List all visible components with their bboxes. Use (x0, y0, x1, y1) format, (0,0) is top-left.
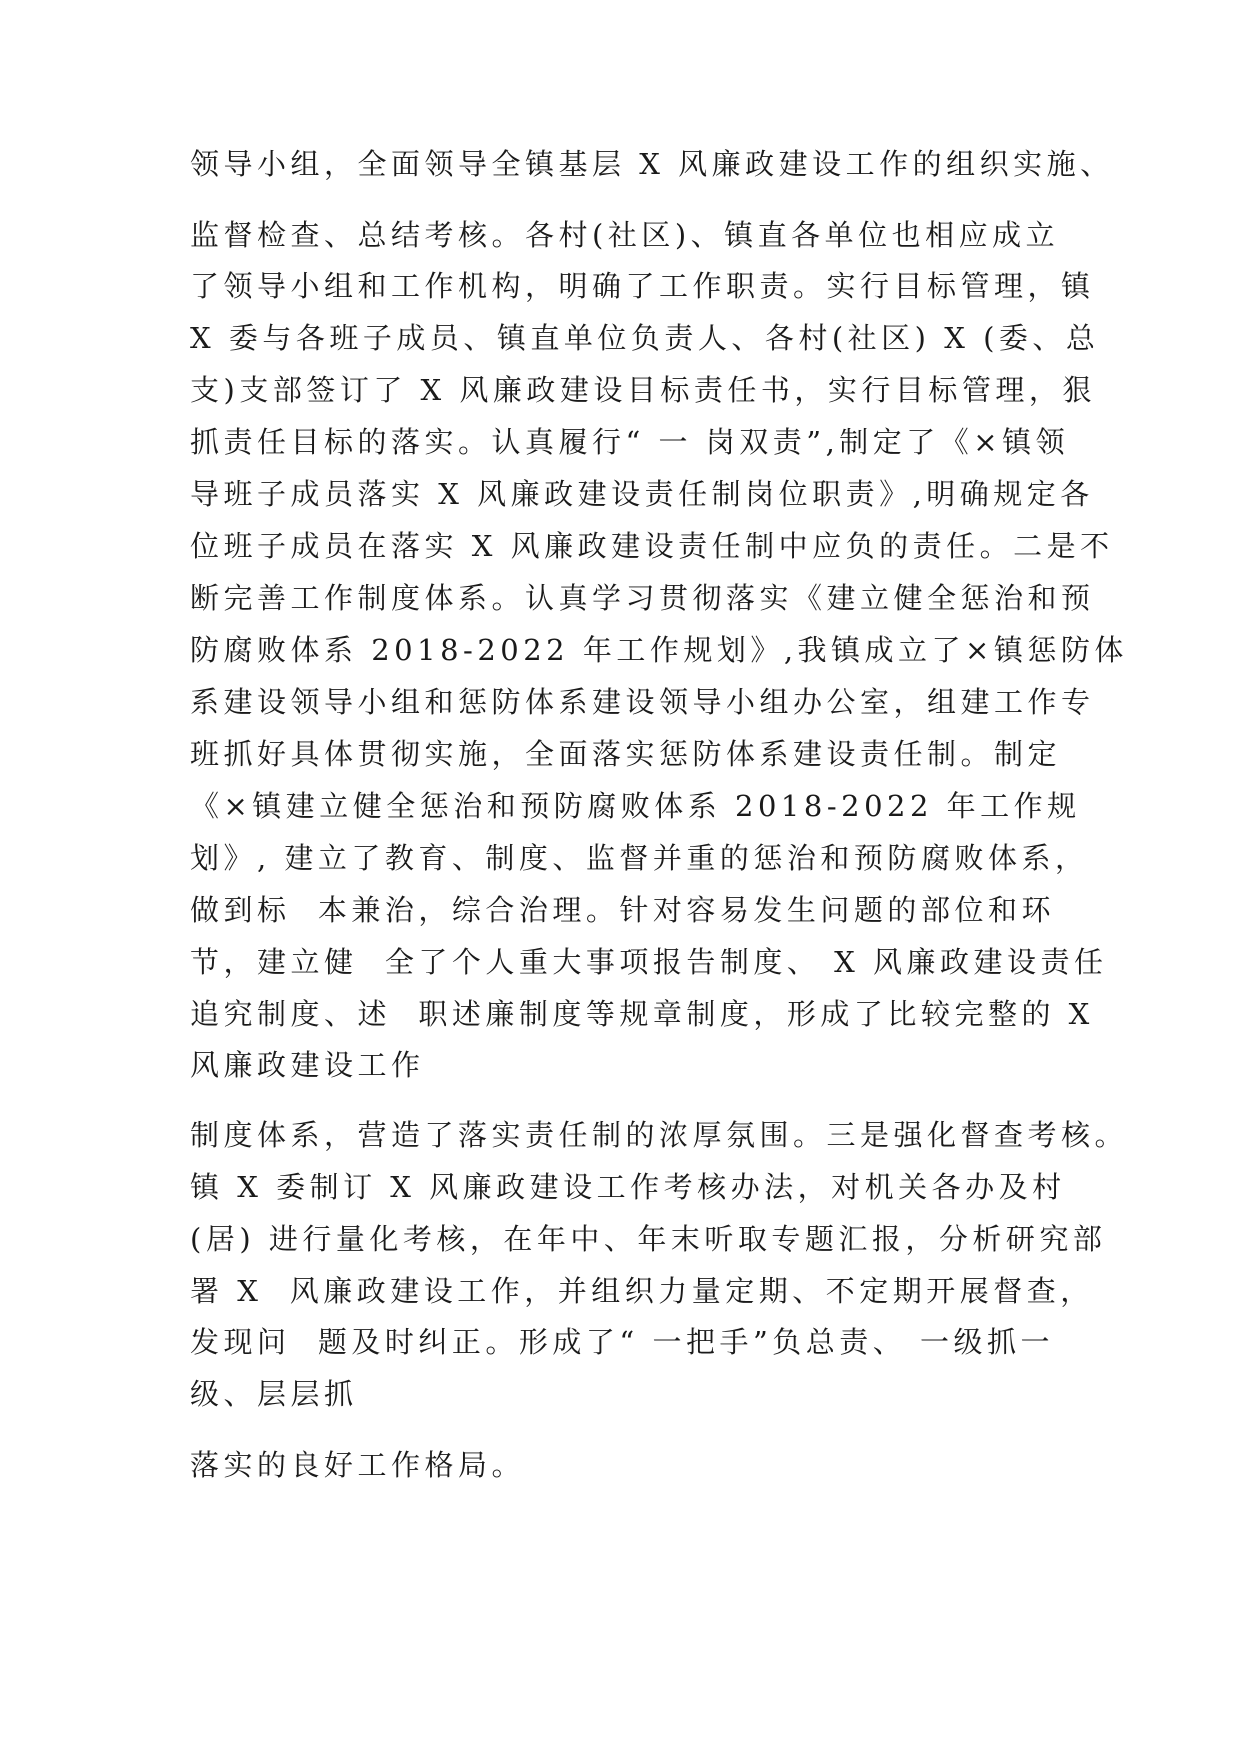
text-line: 导班子成员落实 X 风廉政建设责任制岗位职责》,明确规定各 (190, 477, 1094, 511)
text-line: 监督检查、总结考核。各村(社区)、镇直各单位也相应成立 (190, 218, 1060, 252)
text-line: 抓责任目标的落实。认真履行“ 一 岗双责”,制定了《×镇领 (190, 425, 1070, 459)
text-line: 防腐败体系 2018-2022 年工作规划》,我镇成立了×镇惩防体 (190, 633, 1128, 667)
text-line: 班抓好具体贯彻实施，全面落实惩防体系建设责任制。制定 (190, 737, 1062, 771)
text-line: X 委与各班子成员、镇直单位负责人、各村(社区) X (委、总 (190, 321, 1100, 355)
text-line: 《×镇建立健全惩治和预防腐败体系 2018-2022 年工作规 (190, 789, 1081, 823)
text-line: 领导小组，全面领导全镇基层 X 风廉政建设工作的组织实施、 (190, 147, 1114, 181)
text-line: 节，建立健 全了个人重大事项报告制度、 X 风廉政建设责任 (190, 945, 1108, 979)
text-line: 发现问 题及时纠正。形成了“ 一把手”负总责、 一级抓一 (190, 1325, 1055, 1359)
text-line: 系建设领导小组和惩防体系建设领导小组办公室，组建工作专 (190, 685, 1095, 719)
text-line: 署 X 风廉政建设工作，并组织力量定期、不定期开展督查， (190, 1274, 1094, 1308)
text-line: 断完善工作制度体系。认真学习贯彻落实《建立健全惩治和预 (190, 581, 1095, 615)
text-line: 风廉政建设工作 (190, 1048, 425, 1082)
text-line: 支)支部签订了 X 风廉政建设目标责任书，实行目标管理，狠 (190, 373, 1096, 407)
text-line: 落实的良好工作格局。 (190, 1448, 526, 1482)
text-line: 追究制度、述 职述廉制度等规章制度，形成了比较完整的 X (190, 997, 1094, 1031)
text-line: 做到标 本兼治，综合治理。针对容易发生问题的部位和环 (190, 893, 1055, 927)
text-line: 了领导小组和工作机构，明确了工作职责。实行目标管理，镇 (190, 269, 1095, 303)
text-line: 位班子成员在落实 X 风廉政建设责任制中应负的责任。二是不 (190, 529, 1114, 563)
text-line: (居) 进行量化考核，在年中、年末听取专题汇报，分析研究部 (190, 1222, 1107, 1256)
text-line: 级、层层抓 (190, 1377, 358, 1411)
text-line: 镇 X 委制订 X 风廉政建设工作考核办法，对机关各办及村 (190, 1170, 1066, 1204)
text-line: 划》, 建立了教育、制度、监督并重的惩治和预防腐败体系， (190, 841, 1089, 875)
text-line: 制度体系，营造了落实责任制的浓厚氛围。三是强化督查考核。 (190, 1118, 1129, 1152)
